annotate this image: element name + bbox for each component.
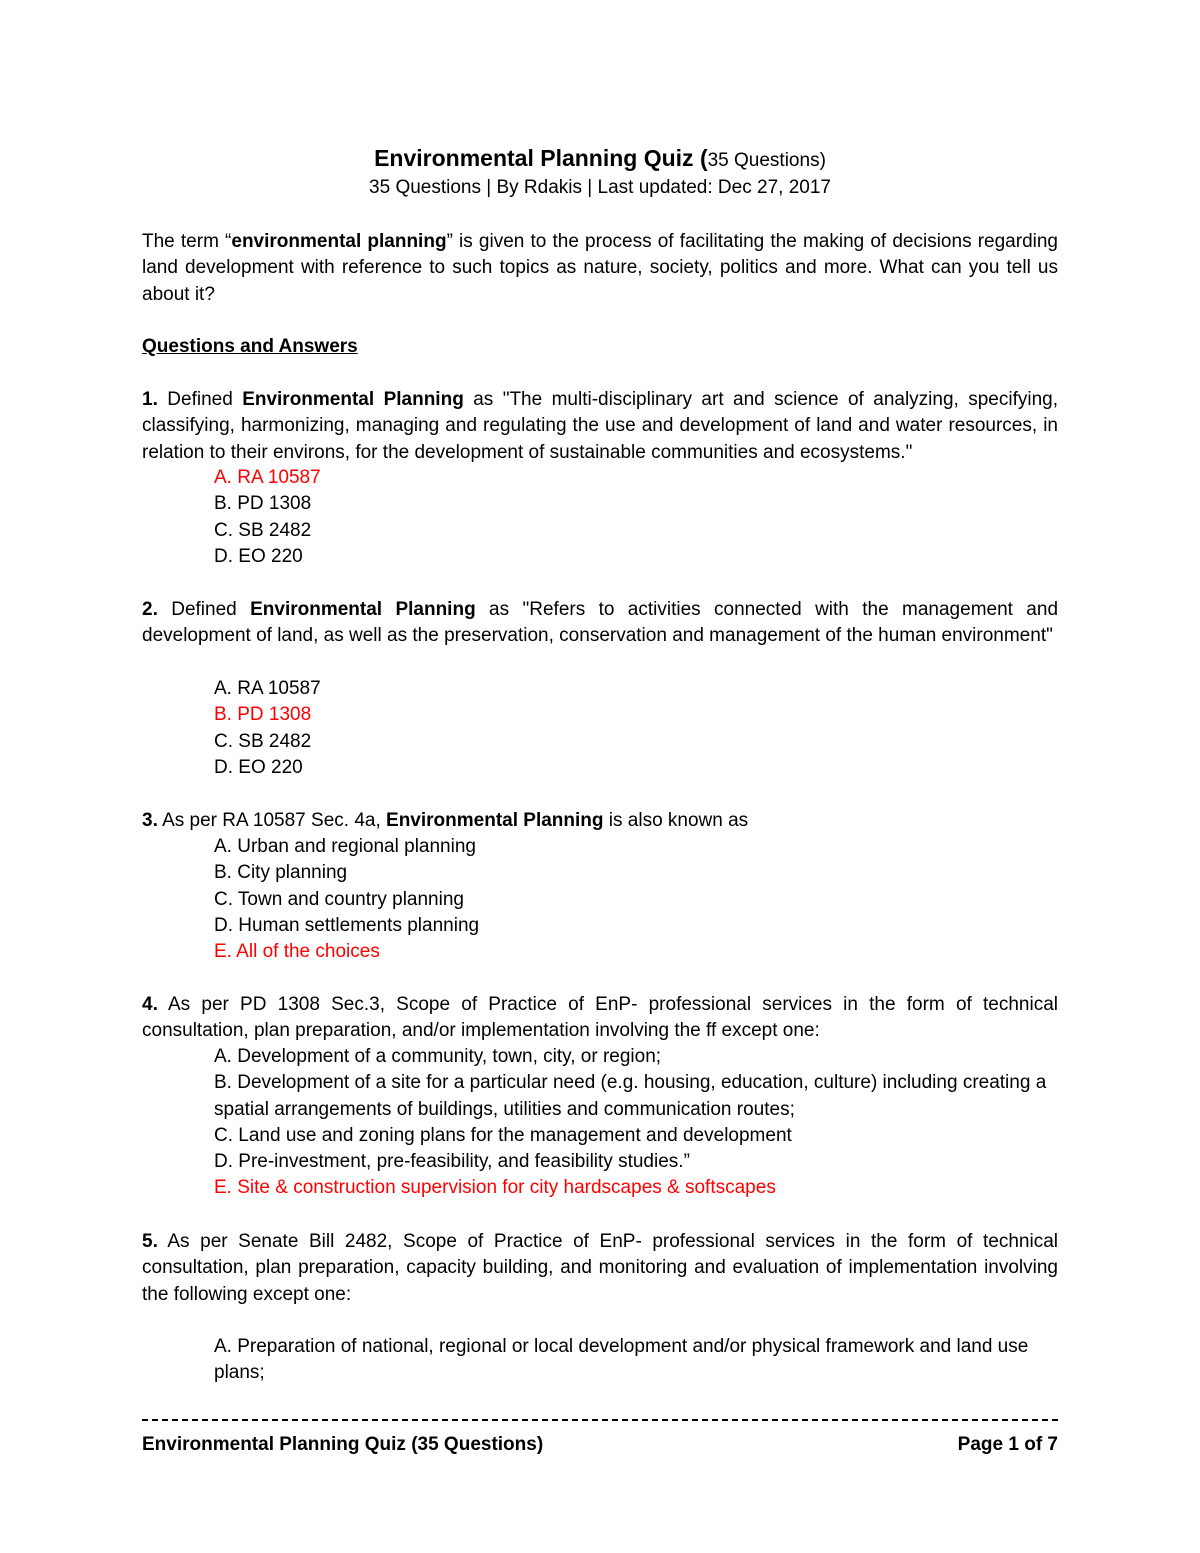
- intro-term: environmental planning: [231, 231, 447, 252]
- option-c[interactable]: C. SB 2482: [214, 730, 312, 752]
- option-a[interactable]: A. RA 10587: [214, 678, 321, 699]
- option-a[interactable]: A. Urban and regional planning: [214, 836, 476, 857]
- question-text: As per Senate Bill 2482, Scope of Practice of EnP- professional services in the form of technical consultation, plan preparation, capacity building, and monitoring and evaluation of implementation involving the following except one:: [142, 1231, 1058, 1305]
- title-count: 35 Questions): [707, 150, 826, 171]
- question-2-options: [214, 676, 1058, 781]
- question-5: [142, 1229, 1058, 1308]
- intro-before: The term “: [142, 231, 232, 252]
- question-number: 5.: [142, 1231, 158, 1252]
- document-subtitle: 35 Questions | By Rdakis | Last updated: Dec 27, 2017: [369, 177, 831, 198]
- page-number: Page 1 of 7: [957, 1434, 1058, 1455]
- question-number: 3.: [142, 810, 158, 831]
- option-d[interactable]: D. Human settlements planning: [214, 914, 480, 936]
- option-d[interactable]: D. Pre-investment, pre-feasibility, and feasibility studies.”: [214, 1151, 690, 1173]
- question-3-options: [214, 834, 1058, 965]
- option-c[interactable]: C. SB 2482: [214, 519, 312, 541]
- option-b[interactable]: B. Development of a site for a particular need (e.g. housing, education, culture) including creating a spatial arrangements of buildings, utilities and communication routes;: [214, 1072, 1047, 1120]
- question-number: 1.: [142, 389, 158, 410]
- option-e[interactable]: E. Site & construction supervision for city hardscapes & softscapes: [214, 1177, 776, 1199]
- question-4-options: [214, 1044, 1058, 1202]
- question-text: as "Refers to activities connected with the management and development of land, as well as the preservation, conservation and management of the human environment": [142, 599, 1059, 647]
- option-b[interactable]: B. City planning: [214, 862, 348, 884]
- document-title: [142, 143, 1058, 176]
- question-1: [142, 387, 1058, 466]
- question-number: 2.: [142, 599, 158, 620]
- question-5-options: [214, 1334, 1058, 1387]
- option-d[interactable]: D. EO 220: [214, 756, 303, 778]
- intro-after: ” is given to the process of facilitating the making of decisions regarding land development with reference to such topics as nature, society, politics and more. What can you tell us about it?: [142, 231, 1058, 305]
- question-bold: Environmental Planning: [242, 389, 464, 410]
- question-text: is also known as: [603, 810, 749, 831]
- option-d[interactable]: D. EO 220: [214, 545, 303, 567]
- question-text: Defined: [157, 599, 251, 620]
- footer-title: Environmental Planning Quiz (35 Questions): [142, 1434, 544, 1455]
- question-text: Defined: [157, 389, 243, 410]
- intro-paragraph: [142, 229, 1058, 308]
- option-a[interactable]: A. Preparation of national, regional or local development and/or physical framework and land use plans;: [214, 1336, 1029, 1384]
- footer-divider: [142, 1419, 1058, 1421]
- question-1-options: [214, 465, 1058, 570]
- question-text: as "The multi-disciplinary art and science of analyzing, specifying, classifying, harmonizing, managing and regulating the use and development of land and water resources, in relation to their environs, for the development of sustainable communities and ecosystems.": [142, 389, 1058, 463]
- section-heading: Questions and Answers: [142, 336, 358, 357]
- option-e[interactable]: E. All of the choices: [214, 941, 380, 963]
- question-bold: Environmental Planning: [250, 599, 476, 620]
- question-3: [142, 808, 1058, 834]
- option-c[interactable]: C. Town and country planning: [214, 888, 464, 910]
- title-main: Environmental Planning Quiz (: [374, 145, 708, 171]
- option-b[interactable]: B. PD 1308: [214, 493, 312, 515]
- option-c[interactable]: C. Land use and zoning plans for the management and development: [214, 1124, 792, 1146]
- question-text: As per PD 1308 Sec.3, Scope of Practice of EnP- professional services in the form of technical consultation, plan preparation, and/or implementation involving the ff except one:: [142, 994, 1058, 1042]
- question-2: [142, 597, 1058, 650]
- question-4: [142, 992, 1058, 1045]
- question-bold: Environmental Planning: [386, 810, 604, 831]
- option-a[interactable]: A. RA 10587: [214, 467, 321, 488]
- question-number: 4.: [142, 994, 158, 1015]
- question-text: As per RA 10587 Sec. 4a,: [157, 810, 387, 831]
- option-a[interactable]: A. Development of a community, town, city, or region;: [214, 1046, 662, 1067]
- option-b[interactable]: B. PD 1308: [214, 704, 312, 726]
